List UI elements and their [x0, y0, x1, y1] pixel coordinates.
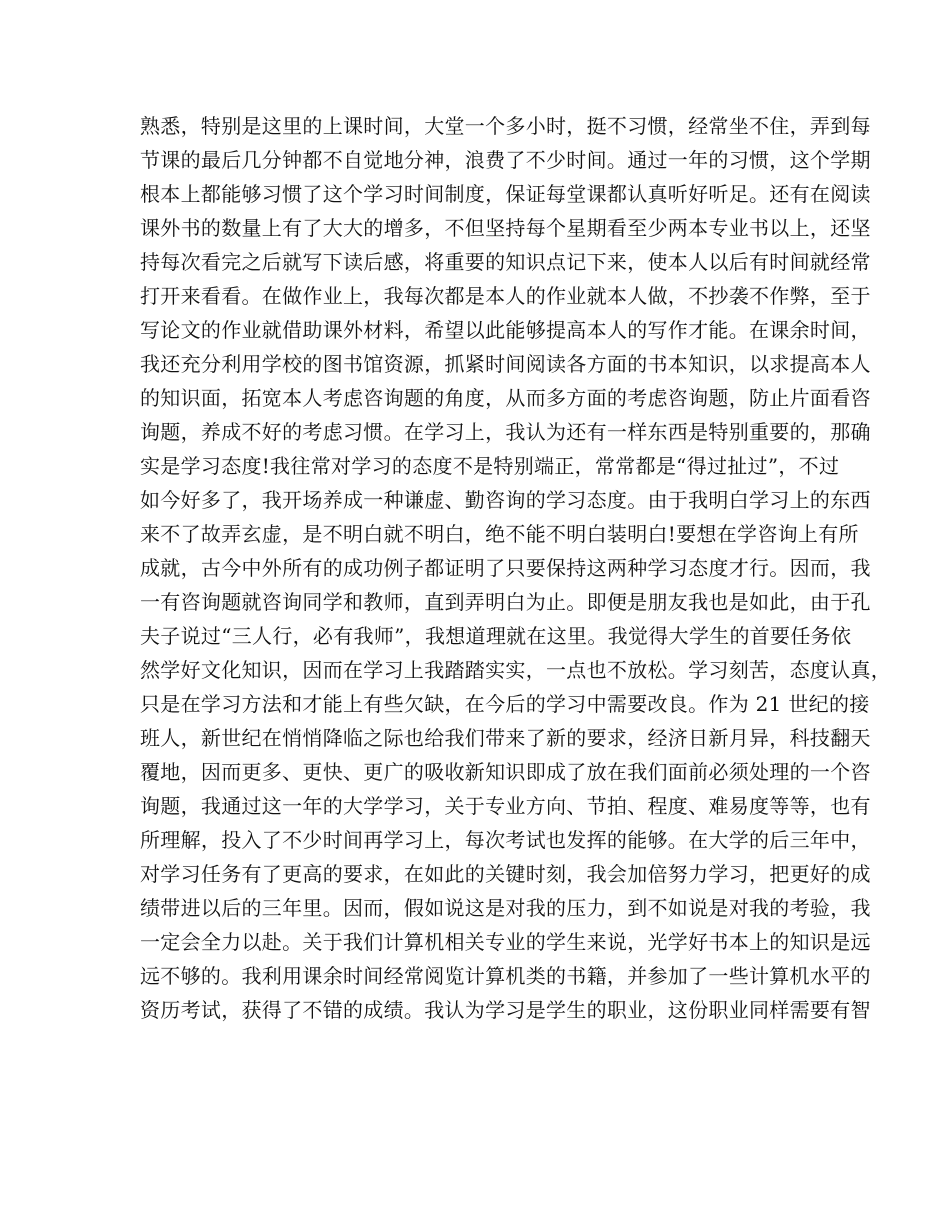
text-line-6: 打开来看看。在做作业上，我每次都是本人的作业就本人做，不抄袭不作弊，至于: [140, 284, 871, 308]
text-line-19: 班人，新世纪在悄悄降临之际也给我们带来了新的要求，经济日新月异，科技翻天: [140, 726, 871, 750]
text-line-8: 我还充分利用学校的图书馆资源，抓紧时间阅读各方面的书本知识，以求提高本人: [140, 352, 871, 376]
text-line-24: 绩带进以后的三年里。因而，假如说这是对我的压力，到不如说是对我的考验，我: [140, 896, 871, 920]
text-line-4: 课外书的数量上有了大大的增多，不但坚持每个星期看至少两本专业书以上，还坚: [140, 216, 871, 240]
text-line-16: 夫子说过“三人行，必有我师”，我想道理就在这里。我觉得大学生的首要任务依: [140, 624, 852, 648]
text-line-15: 一有咨询题就咨询同学和教师，直到弄明白为止。即便是朋友我也是如此，由于孔: [140, 590, 871, 614]
text-line-18: 只是在学习方法和才能上有些欠缺，在今后的学习中需要改良。作为 21 世纪的接: [140, 692, 870, 716]
text-line-25: 一定会全力以赴。关于我们计算机相关专业的学生来说，光学好书本上的知识是远: [140, 930, 871, 954]
text-line-23: 对学习任务有了更高的要求，在如此的关键时刻，我会加倍努力学习，把更好的成: [140, 862, 871, 886]
text-line-2: 节课的最后几分钟都不自觉地分神，浪费了不少时间。通过一年的习惯，这个学期: [140, 148, 871, 172]
text-line-27: 资历考试，获得了不错的成绩。我认为学习是学生的职业，这份职业同样需要有智: [140, 998, 871, 1022]
text-line-7: 写论文的作业就借助课外材料，希望以此能够提高本人的写作才能。在课余时间，: [140, 318, 871, 342]
text-line-3: 根本上都能够习惯了这个学习时间制度，保证每堂课都认真听好听足。还有在阅读: [140, 182, 871, 206]
text-line-13: 来不了故弄玄虚，是不明白就不明白，绝不能不明白装明白!要想在学咨询上有所: [140, 522, 859, 546]
text-line-26: 远不够的。我利用课余时间经常阅览计算机类的书籍，并参加了一些计算机水平的: [140, 964, 871, 988]
body-text: [140, 109, 892, 1027]
text-line-14: 成就，古今中外所有的成功例子都证明了只要保持这两种学习态度才行。因而，我: [140, 556, 871, 580]
text-line-12: 如今好多了，我开场养成一种谦虚、勤咨询的学习态度。由于我明白学习上的东西: [140, 488, 871, 512]
text-line-11: 实是学习态度!我往常对学习的态度不是特别端正，常常都是“得过扯过”，不过: [140, 454, 840, 478]
text-line-10: 询题，养成不好的考虑习惯。在学习上，我认为还有一样东西是特别重要的，那确: [140, 420, 871, 444]
text-line-22: 所理解，投入了不少时间再学习上，每次考试也发挥的能够。在大学的后三年中，: [140, 828, 871, 852]
text-line-20: 覆地，因而更多、更快、更广的吸收新知识即成了放在我们面前必须处理的一个咨: [140, 760, 871, 784]
text-line-21: 询题，我通过这一年的大学学习，关于专业方向、节拍、程度、难易度等等，也有: [140, 794, 871, 818]
text-line-17: 然学好文化知识，因而在学习上我踏踏实实，一点也不放松。学习刻苦，态度认真，: [140, 658, 892, 682]
text-line-5: 持每次看完之后就写下读后感，将重要的知识点记下来，使本人以后有时间就经常: [140, 250, 871, 274]
text-line-1: 熟悉，特别是这里的上课时间，大堂一个多小时，挺不习惯，经常坐不住，弄到每: [140, 114, 871, 138]
text-line-9: 的知识面，拓宽本人考虑咨询题的角度，从而多方面的考虑咨询题，防止片面看咨: [140, 386, 871, 410]
